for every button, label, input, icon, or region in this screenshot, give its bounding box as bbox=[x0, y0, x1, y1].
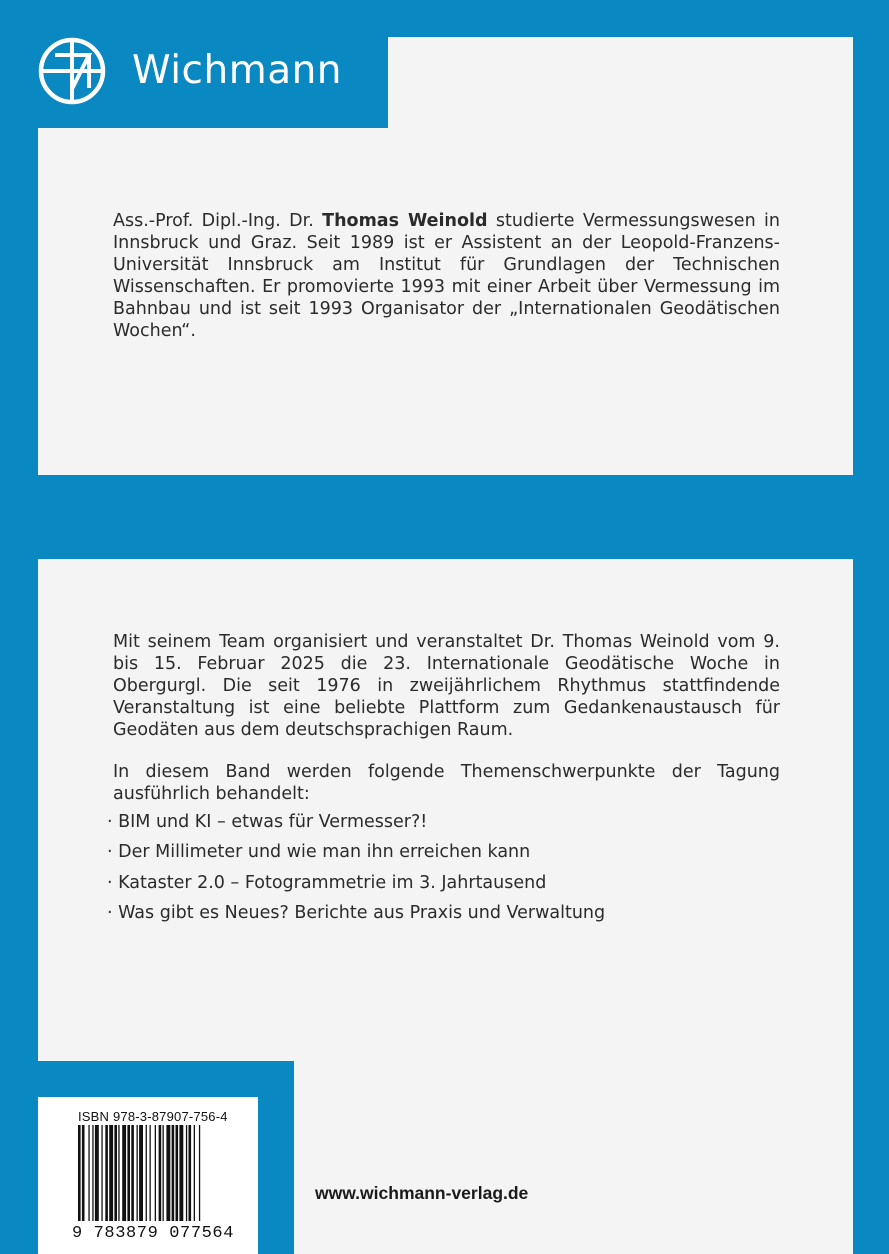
isbn-barcode-block bbox=[38, 1097, 258, 1254]
wichmann-surveying-logo-icon bbox=[38, 37, 106, 105]
topic-item: · Der Millimeter und wie man ihn erreichen kann bbox=[107, 842, 531, 862]
topic-item: · Was gibt es Neues? Berichte aus Praxis und Verwaltung bbox=[107, 903, 606, 923]
author-biography bbox=[113, 210, 780, 342]
barcode-digits: 9 783879 077564 bbox=[72, 1224, 235, 1243]
author-name: Thomas Weinold bbox=[322, 211, 488, 231]
isbn-label: ISBN 978-3-87907-756-4 bbox=[78, 1109, 228, 1124]
topic-item: · Kataster 2.0 – Fotogrammetrie im 3. Jahrtausend bbox=[107, 873, 547, 893]
publisher-name: Wichmann bbox=[132, 48, 343, 93]
publisher-logo-block bbox=[38, 37, 388, 128]
event-description: Mit seinem Team organisiert und veranstaltet Dr. Thomas Weinold vom 9. bis 15. Februar 2025 die 23. Internationale Geodätische Woche in Obergurgl. Die seit 1976 in zweijährlichem Rhythmus stattfindende Veranstaltung ist eine beliebte Plattform zum Gedankenaustausch für Geodäten aus dem deutschsprachigen Raum. bbox=[113, 632, 780, 740]
bio-prefix: Ass.-Prof. Dipl.-Ing. Dr. bbox=[113, 211, 323, 231]
barcode-icon bbox=[78, 1125, 260, 1221]
publisher-website[interactable]: www.wichmann-verlag.de bbox=[315, 1183, 529, 1203]
bio-text: studierte Vermessungswesen in Innsbruck und Graz. Seit 1989 ist er Assistent an der Leopold-Franzens-Universität Innsbruck am Institut für Grundlagen der Technischen Wissenschaften. Er promovierte 1993 mit einer Arbeit über Vermessung im Bahnbau und ist seit 1993 Organisator der „Internationalen Geodätischen Wochen“. bbox=[113, 211, 780, 341]
topics-intro: In diesem Band werden folgende Themenschwerpunkte der Tagung ausführlich behandelt: bbox=[113, 762, 780, 804]
topic-item: · BIM und KI – etwas für Vermesser?! bbox=[107, 812, 428, 832]
